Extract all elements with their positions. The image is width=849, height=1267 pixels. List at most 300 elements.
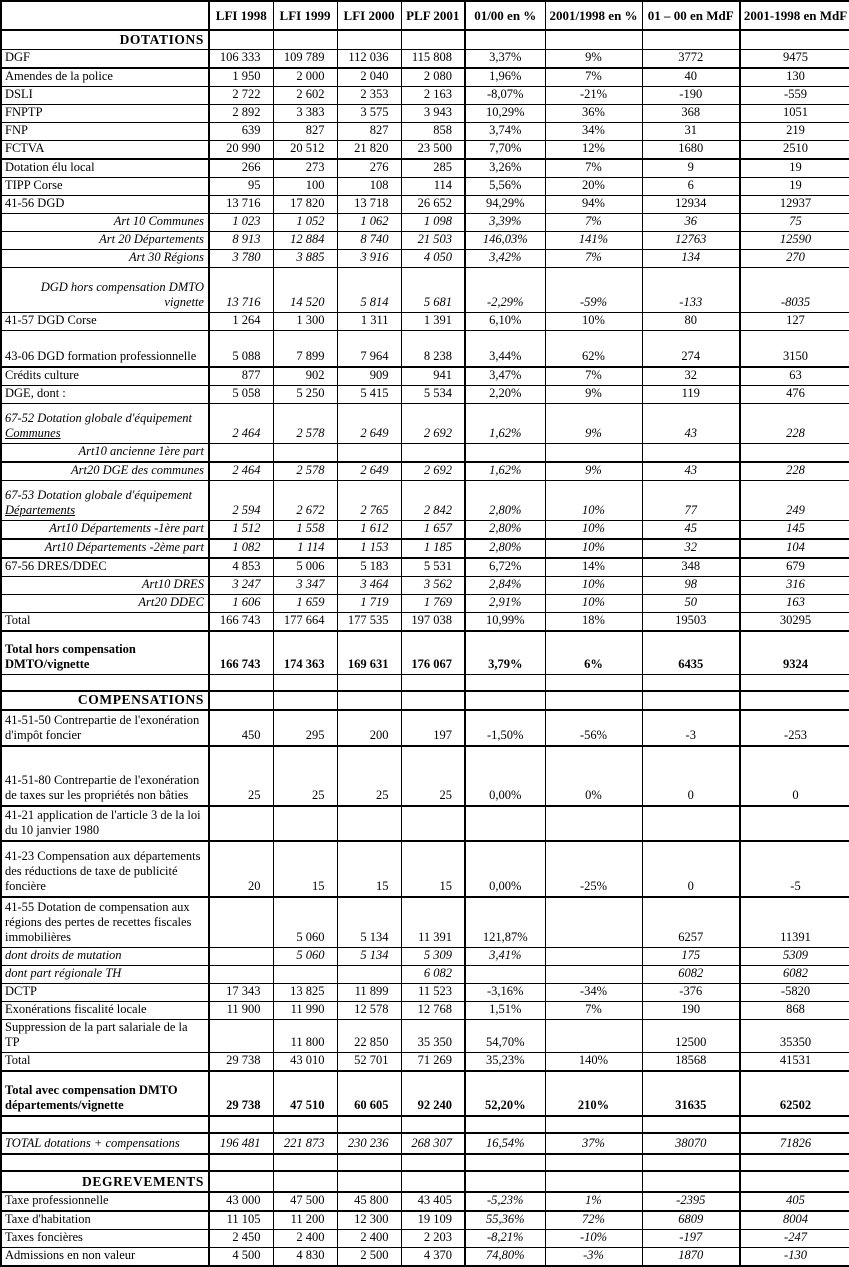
cell [465, 674, 545, 691]
cell: 14% [545, 558, 642, 577]
cell [465, 30, 545, 49]
table-row [1, 613, 849, 632]
cell: 25 [273, 746, 337, 806]
row-label [1, 1116, 209, 1133]
spacer-row [1, 674, 849, 691]
cell [465, 444, 545, 463]
cell [273, 965, 337, 983]
cell [273, 1171, 337, 1192]
cell: 1,62% [465, 404, 545, 444]
cell: 2 353 [337, 86, 401, 104]
cell [337, 965, 401, 983]
cell: 1 114 [273, 539, 337, 558]
cell: 2 594 [209, 481, 273, 521]
cell: 109 789 [273, 49, 337, 68]
cell: 2 722 [209, 86, 273, 104]
cell: 268 307 [401, 1133, 465, 1154]
row-label: Admissions en non valeur [1, 1247, 209, 1266]
cell [545, 965, 642, 983]
cell: 95 [209, 177, 273, 195]
cell: 868 [740, 1001, 849, 1019]
cell: 12937 [740, 195, 849, 213]
cell: 1 052 [273, 213, 337, 231]
cell: 1 153 [337, 539, 401, 558]
row-label: DSLI [1, 86, 209, 104]
cell: 26 652 [401, 195, 465, 213]
cell: 1 082 [209, 539, 273, 558]
cell: 5 060 [273, 897, 337, 947]
col-header: LFI 1998 [209, 1, 273, 30]
cell: 106 333 [209, 49, 273, 68]
cell: 50 [642, 595, 740, 613]
cell: 3,37% [465, 49, 545, 68]
table-row [1, 213, 849, 231]
cell [209, 1171, 273, 1192]
cell: 52,20% [465, 1071, 545, 1116]
table-row [1, 521, 849, 540]
cell: 1 300 [273, 312, 337, 330]
cell [209, 691, 273, 710]
row-label: 41-55 Dotation de compensation aux régions des pertes de recettes fiscales immobilières [1, 897, 209, 947]
cell: -247 [740, 1229, 849, 1247]
cell [545, 30, 642, 49]
cell: 10% [545, 521, 642, 540]
cell: 2 578 [273, 462, 337, 481]
cell: -130 [740, 1247, 849, 1266]
cell: 4 830 [273, 1247, 337, 1266]
row-label: Total avec compensation DMTO départements/vignette [1, 1071, 209, 1116]
cell: 1 264 [209, 312, 273, 330]
cell: 20 [209, 841, 273, 897]
cell: 827 [273, 122, 337, 140]
cell: 141% [545, 231, 642, 249]
cell: 1 023 [209, 213, 273, 231]
cell [401, 806, 465, 841]
cell: 2 163 [401, 86, 465, 104]
cell: 5 183 [337, 558, 401, 577]
cell [337, 806, 401, 841]
cell: -8,21% [465, 1229, 545, 1247]
cell [209, 965, 273, 983]
cell: 2 692 [401, 462, 465, 481]
cell: 63 [740, 367, 849, 386]
row-label: Exonérations fiscalité locale [1, 1001, 209, 1019]
cell [740, 674, 849, 691]
cell: 1,96% [465, 68, 545, 87]
cell: 175 [642, 947, 740, 965]
cell: 11 105 [209, 1211, 273, 1230]
cell: 3 383 [273, 104, 337, 122]
cell: 1 612 [337, 521, 401, 540]
cell: 295 [273, 710, 337, 746]
cell: -25% [545, 841, 642, 897]
cell: 119 [642, 386, 740, 404]
cell: 72% [545, 1211, 642, 1230]
cell: 35,23% [465, 1052, 545, 1071]
cell: -59% [545, 267, 642, 312]
cell: 1 950 [209, 68, 273, 87]
cell: 14 520 [273, 267, 337, 312]
cell: 21 503 [401, 231, 465, 249]
cell [401, 1171, 465, 1192]
cell: 1 719 [337, 595, 401, 613]
row-label: Taxe d'habitation [1, 1211, 209, 1230]
cell: 6 082 [401, 965, 465, 983]
cell: 405 [740, 1192, 849, 1211]
cell: 228 [740, 462, 849, 481]
cell: 5 006 [273, 558, 337, 577]
cell: 7% [545, 159, 642, 178]
table-row [1, 983, 849, 1001]
cell [209, 947, 273, 965]
cell: 54,70% [465, 1019, 545, 1052]
cell [642, 1171, 740, 1192]
cell: 25 [209, 746, 273, 806]
cell: -8035 [740, 267, 849, 312]
cell: 11 391 [401, 897, 465, 947]
cell: 40 [642, 68, 740, 87]
cell: 12 768 [401, 1001, 465, 1019]
cell: 34% [545, 122, 642, 140]
cell: 2 203 [401, 1229, 465, 1247]
cell: 3,42% [465, 249, 545, 267]
cell: 11 990 [273, 1001, 337, 1019]
cell [545, 1116, 642, 1133]
cell: 10% [545, 481, 642, 521]
row-label: DEGREVEMENTS [1, 1171, 209, 1192]
cell [401, 444, 465, 463]
cell: 17 343 [209, 983, 273, 1001]
cell: 210% [545, 1071, 642, 1116]
cell: 197 038 [401, 613, 465, 632]
cell [273, 691, 337, 710]
cell: 19503 [642, 613, 740, 632]
cell [401, 1154, 465, 1171]
cell: -34% [545, 983, 642, 1001]
table-row [1, 267, 849, 312]
cell: 10% [545, 595, 642, 613]
cell: 19 [740, 159, 849, 178]
table-row [1, 746, 849, 806]
cell: 348 [642, 558, 740, 577]
cell: 15 [401, 841, 465, 897]
table-row [1, 595, 849, 613]
cell: 941 [401, 367, 465, 386]
cell [273, 30, 337, 49]
cell: 1051 [740, 104, 849, 122]
cell: 36 [642, 213, 740, 231]
cell: 176 067 [401, 631, 465, 674]
cell [642, 691, 740, 710]
cell: 7% [545, 68, 642, 87]
cell: 13 825 [273, 983, 337, 1001]
cell: 11 900 [209, 1001, 273, 1019]
cell: 2 400 [273, 1229, 337, 1247]
table-row [1, 539, 849, 558]
cell: 909 [337, 367, 401, 386]
cell: 19 [740, 177, 849, 195]
cell: 62% [545, 330, 642, 367]
cell: 43 405 [401, 1192, 465, 1211]
cell: 3 916 [337, 249, 401, 267]
cell [642, 1116, 740, 1133]
cell: 5 088 [209, 330, 273, 367]
cell: 2 765 [337, 481, 401, 521]
cell: 8 740 [337, 231, 401, 249]
cell [273, 806, 337, 841]
table-row [1, 159, 849, 178]
cell: 11 200 [273, 1211, 337, 1230]
cell: 5 681 [401, 267, 465, 312]
table-row [1, 122, 849, 140]
cell: 163 [740, 595, 849, 613]
cell: 2 464 [209, 462, 273, 481]
row-label: Art10 ancienne 1ère part [1, 444, 209, 463]
row-label: Amendes de la police [1, 68, 209, 87]
cell: 3,41% [465, 947, 545, 965]
cell: 7 964 [337, 330, 401, 367]
cell: 2 464 [209, 404, 273, 444]
cell: 0,00% [465, 841, 545, 897]
cell: 285 [401, 159, 465, 178]
cell: 3 464 [337, 577, 401, 595]
cell: 115 808 [401, 49, 465, 68]
row-label: FCTVA [1, 140, 209, 159]
cell: 7,70% [465, 140, 545, 159]
table-row [1, 1071, 849, 1116]
cell: 94% [545, 195, 642, 213]
cell [465, 1171, 545, 1192]
cell: 98 [642, 577, 740, 595]
cell: 1 062 [337, 213, 401, 231]
cell [642, 30, 740, 49]
cell: 47 500 [273, 1192, 337, 1211]
cell: 41531 [740, 1052, 849, 1071]
cell: 228 [740, 404, 849, 444]
cell: 5 134 [337, 897, 401, 947]
table-row [1, 231, 849, 249]
row-label: 41-51-80 Contrepartie de l'exonération de taxes sur les propriétés non bâties [1, 746, 209, 806]
row-label: Art 20 Départements [1, 231, 209, 249]
cell: 43 000 [209, 1192, 273, 1211]
cell: 10,29% [465, 104, 545, 122]
cell: 35 350 [401, 1019, 465, 1052]
cell: -190 [642, 86, 740, 104]
cell: 13 716 [209, 267, 273, 312]
col-header: PLF 2001 [401, 1, 465, 30]
row-label: Art20 DGE des communes [1, 462, 209, 481]
cell: -2395 [642, 1192, 740, 1211]
cell [337, 674, 401, 691]
cell [209, 444, 273, 463]
cell: -5820 [740, 983, 849, 1001]
table-row [1, 577, 849, 595]
table-row [1, 1052, 849, 1071]
cell: 0,00% [465, 746, 545, 806]
cell: 2 400 [337, 1229, 401, 1247]
cell: 145 [740, 521, 849, 540]
section-row [1, 30, 849, 49]
cell: 8 238 [401, 330, 465, 367]
cell: 2,20% [465, 386, 545, 404]
cell: 2 000 [273, 68, 337, 87]
cell: 2 842 [401, 481, 465, 521]
cell: 13 718 [337, 195, 401, 213]
cell: 196 481 [209, 1133, 273, 1154]
cell [740, 806, 849, 841]
row-label: Taxe professionnelle [1, 1192, 209, 1211]
cell [545, 691, 642, 710]
row-label: DGF [1, 49, 209, 68]
cell: 12 578 [337, 1001, 401, 1019]
cell: 20 990 [209, 140, 273, 159]
row-label: 67-52 Dotation globale d'équipement Communes [1, 404, 209, 444]
table-row [1, 249, 849, 267]
cell: 0 [642, 746, 740, 806]
cell: 140% [545, 1052, 642, 1071]
cell: 13 716 [209, 195, 273, 213]
cell: 2,84% [465, 577, 545, 595]
cell [465, 691, 545, 710]
table-body [1, 30, 849, 1266]
cell: -3% [545, 1247, 642, 1266]
cell: 80 [642, 312, 740, 330]
row-label: Crédits culture [1, 367, 209, 386]
cell: 2,80% [465, 521, 545, 540]
cell [401, 30, 465, 49]
cell [273, 1116, 337, 1133]
cell: 270 [740, 249, 849, 267]
row-label: Suppression de la part salariale de la TP [1, 1019, 209, 1052]
cell [337, 691, 401, 710]
table-row [1, 386, 849, 404]
cell: 2 649 [337, 462, 401, 481]
cell: 25 [401, 746, 465, 806]
cell: 77 [642, 481, 740, 521]
cell: 43 [642, 462, 740, 481]
cell [401, 691, 465, 710]
cell: 43 010 [273, 1052, 337, 1071]
table-row [1, 1019, 849, 1052]
cell: 5 814 [337, 267, 401, 312]
cell: 858 [401, 122, 465, 140]
cell: 134 [642, 249, 740, 267]
row-label: 41-21 application de l'article 3 de la loi du 10 janvier 1980 [1, 806, 209, 841]
table-row [1, 367, 849, 386]
cell [337, 30, 401, 49]
cell: 60 605 [337, 1071, 401, 1116]
cell: 1 606 [209, 595, 273, 613]
cell: 1 769 [401, 595, 465, 613]
cell: 3 780 [209, 249, 273, 267]
cell: 12 300 [337, 1211, 401, 1230]
cell: 827 [337, 122, 401, 140]
cell [740, 444, 849, 463]
row-label: Taxes foncières [1, 1229, 209, 1247]
cell [740, 1171, 849, 1192]
cell: 9324 [740, 631, 849, 674]
cell: 476 [740, 386, 849, 404]
table-row [1, 1001, 849, 1019]
cell [465, 1116, 545, 1133]
row-label: 41-56 DGD [1, 195, 209, 213]
cell: 74,80% [465, 1247, 545, 1266]
cell: 1,51% [465, 1001, 545, 1019]
cell: 3150 [740, 330, 849, 367]
cell: 38070 [642, 1133, 740, 1154]
cell: 112 036 [337, 49, 401, 68]
cell [642, 1154, 740, 1171]
cell: 276 [337, 159, 401, 178]
cell: 130 [740, 68, 849, 87]
cell [337, 444, 401, 463]
row-label [1, 1154, 209, 1171]
cell: 11 899 [337, 983, 401, 1001]
cell: 5 060 [273, 947, 337, 965]
cell: -2,29% [465, 267, 545, 312]
cell: 174 363 [273, 631, 337, 674]
cell: 6% [545, 631, 642, 674]
cell: 31 [642, 122, 740, 140]
table-row [1, 68, 849, 87]
cell: 1,62% [465, 462, 545, 481]
cell: 11 523 [401, 983, 465, 1001]
cell: 29 738 [209, 1052, 273, 1071]
cell: 71826 [740, 1133, 849, 1154]
cell: -21% [545, 86, 642, 104]
cell: 36% [545, 104, 642, 122]
row-label: Art20 DDEC [1, 595, 209, 613]
table-row [1, 481, 849, 521]
cell [465, 806, 545, 841]
cell [209, 1019, 273, 1052]
row-label: 43-06 DGD formation professionnelle [1, 330, 209, 367]
cell: 100 [273, 177, 337, 195]
cell: 3,79% [465, 631, 545, 674]
cell [337, 1116, 401, 1133]
cell: 3,47% [465, 367, 545, 386]
table-row [1, 897, 849, 947]
table-row [1, 140, 849, 159]
cell: 9% [545, 462, 642, 481]
cell: 75 [740, 213, 849, 231]
cell: 2510 [740, 140, 849, 159]
cell: 7% [545, 367, 642, 386]
cell: 114 [401, 177, 465, 195]
cell: 52 701 [337, 1052, 401, 1071]
cell [273, 444, 337, 463]
cell [545, 444, 642, 463]
cell: -10% [545, 1229, 642, 1247]
cell: 6 [642, 177, 740, 195]
cell [273, 674, 337, 691]
cell: 5 134 [337, 947, 401, 965]
cell [642, 444, 740, 463]
cell [209, 1154, 273, 1171]
row-label: Art10 Départements -2ème part [1, 539, 209, 558]
cell: 10% [545, 577, 642, 595]
cell: 5 534 [401, 386, 465, 404]
cell: 37% [545, 1133, 642, 1154]
cell [740, 1116, 849, 1133]
row-label: Total [1, 1052, 209, 1071]
cell: 4 500 [209, 1247, 273, 1266]
cell: 7% [545, 213, 642, 231]
cell: 9475 [740, 49, 849, 68]
cell: 197 [401, 710, 465, 746]
cell: 2 500 [337, 1247, 401, 1266]
cell: 12934 [642, 195, 740, 213]
